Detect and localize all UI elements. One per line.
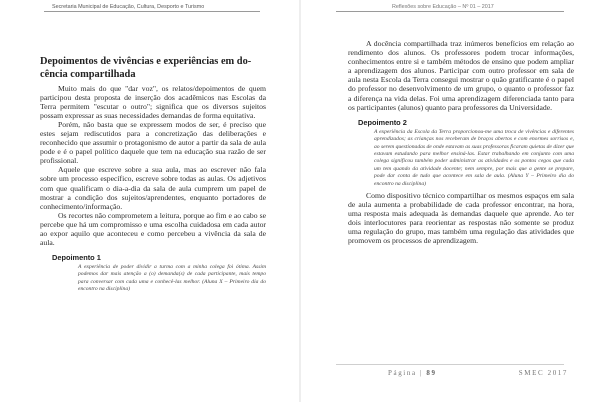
left-paragraph-2: Porém, não basta que se expressem modos de ser, é preciso que estes sejam rediscutidos para a concretização das deliberações e reconhecido que assumir o protagonismo de autor a partir da sala de aula pode e é o papel político daquele que tem na educação sua razão de ser profissional. [40, 120, 266, 166]
footer-organization: SMEC 2017 [518, 369, 568, 377]
deposition-2-heading: Depoimento 2 [358, 117, 407, 127]
left-paragraph-1: Muito mais do que "dar voz", os relatos/depoimentos de quem participou desta proposta de inserção dos acadêmicos nas Escolas da Terra permitem "escutar o outro"; significa que os diversos sujeitos possam expressar as suas necessidades demandas de forma equitativa. [40, 84, 266, 121]
deposition-1-quote: A experiência de poder dividir a turma com a minha colega foi ótima. Assim podemos dar mais atenção a (o) demanda(s) de cada participante, mais tempo para conversar com cada uma e conhecê-las melhor. (Aluna X – Primeiro dia do encontro na disciplina) [78, 263, 266, 293]
right-paragraph-2: Como dispositivo técnico compartilhar os mesmos espaços em sala de aula aumenta a probabilidade de cada professor encontrar, na hora, uma resposta mais adequada às demandas daquele que aprende. Ao ter dois interlocutores para reorientar as respostas não somente se produz uma regulação do grupo, mas também uma regulação das atividades que promovem os processos de aprendizagem. [348, 191, 574, 246]
right-page [300, 0, 600, 402]
section-title: Depoimentos de vivências e experiências em do- cência compartilhada [40, 56, 252, 80]
left-paragraph-4: Os recortes não comprometem a leitura, porque ao fim e ao cabo se percebe que há um compromisso e uma escolha cuidadosa em cada autor ao expor aquilo que aconteceu e como percebeu a vivência da sala de aula. [40, 210, 266, 247]
right-running-header: Reflexões sobre Educação – Nº 01 – 2017 [392, 4, 494, 10]
left-column [40, 56, 266, 293]
footer-page-number: 89 [426, 369, 437, 377]
right-column [348, 39, 574, 246]
left-header-rule [44, 11, 260, 12]
deposition-1-heading: Depoimento 1 [52, 252, 101, 262]
left-paragraph-3: Aquele que escreve sobre a sua aula, mas ao escrever não fala sobre um processo específico, escreve sobre todas as aulas. Os adjetivos com que qualificam o dia-a-dia da sala de aula cumprem um papel de mostrar a condição dos sujeitos/aprendentes, enquanto portadores de conhecimento/informação. [40, 165, 266, 211]
deposition-2-quote: A experiência da Escola da Terra proporcionou-me uma troca de vivências e diferentes aprendizados; as crianças nos receberam de braços abertos e com enormes sorrisos e, ao serem questionadas de onde estavam as suas professoras ficaram quietas de dizer que estavam estudando para melhor ensiná-las. Estar trabalhando em conjunto com uma colega significou também poder administrar as atividades e os pontos cegos que cada um tem quando da atividade docente; nem sempre, por mais que a gente se prepare, pode dar conta de tudo que acontece em sala de aula. (Aluna Y – Primeiro dia do encontro na disciplina) [374, 128, 574, 187]
page-footer [388, 369, 568, 377]
left-running-header: Secretaria Municipal de Educação, Cultura, Desporto e Turismo [52, 4, 205, 10]
footer-page-label: Página | [388, 369, 424, 377]
right-paragraph-1: A docência compartilhada traz inúmeros benefícios em relação ao rendimento dos alunos. Os professores podem trocar informações, conhecimentos entre si e também métodos de ensino que podem ampliar a aprendizagem dos alunos. Participar com outro professor em sala de aula nesta Escola da Terra consegui mostrar o quão gratificante é o papel do professor no desenvolvimento de um grupo, o quanto o professor faz a diferença na vida delas. Foi uma aprendizagem diferenciada tanto para os participantes (alunos) quanto para professores da Universidade. [348, 39, 574, 112]
right-header-rule [336, 11, 564, 12]
footer-rule [336, 364, 564, 365]
